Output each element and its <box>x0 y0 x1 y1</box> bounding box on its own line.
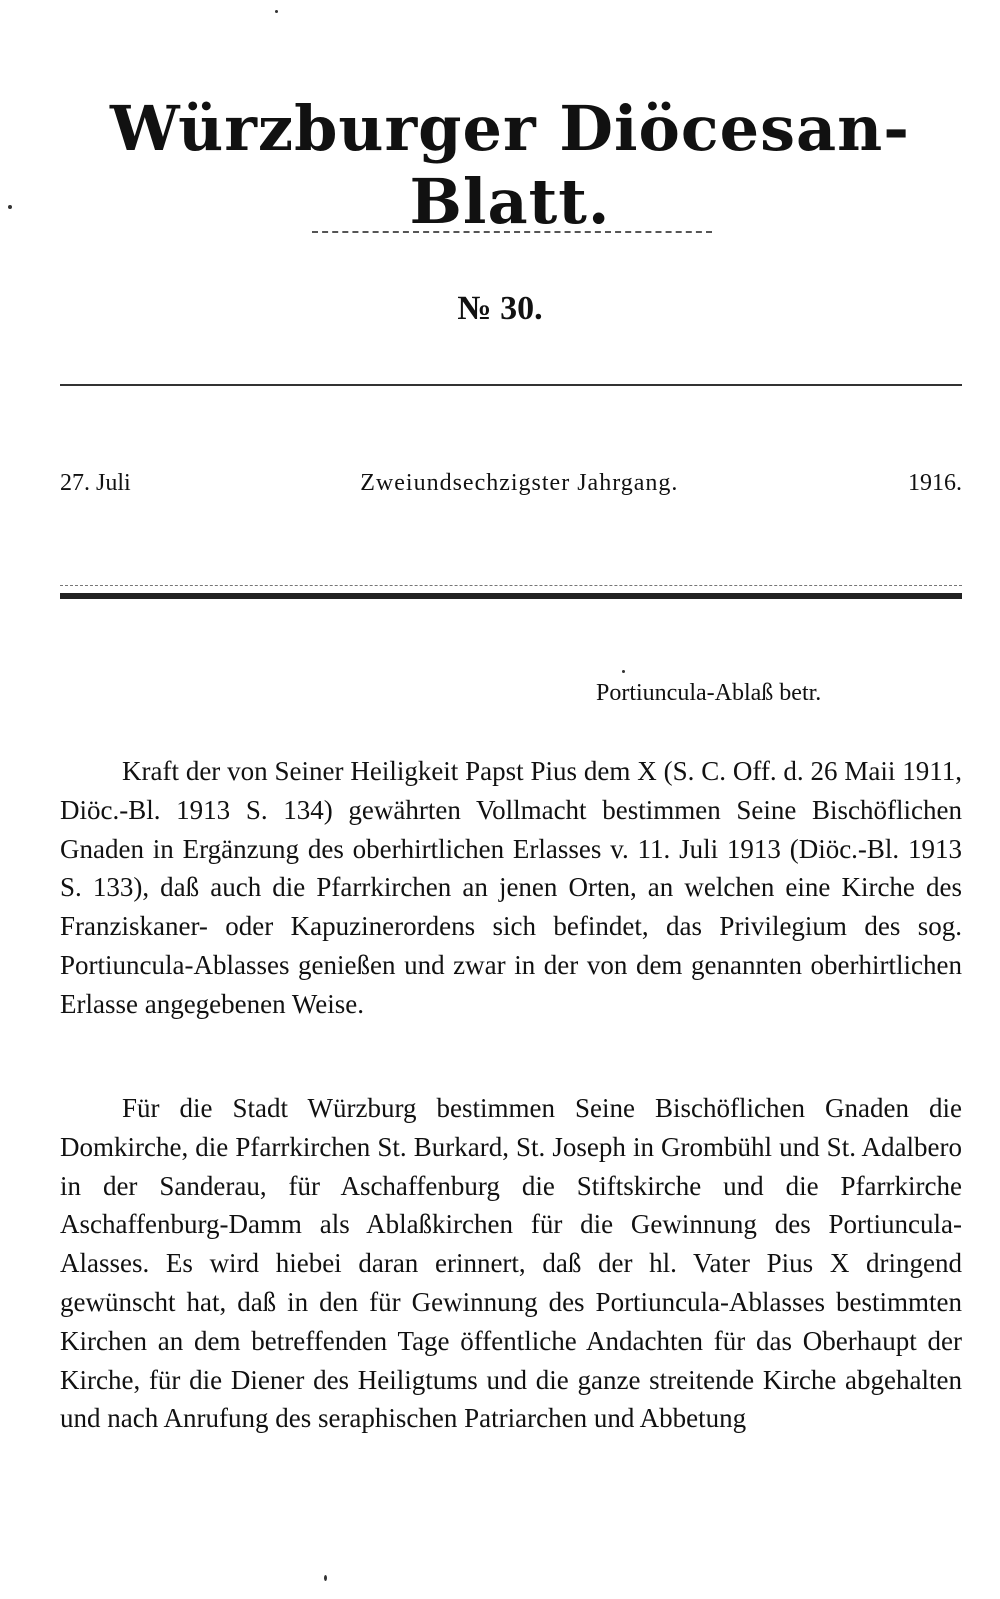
masthead-dashed-rule <box>312 231 712 233</box>
print-speck <box>622 670 625 673</box>
masthead-title: Würzburger Diöcesan-Blatt. <box>110 92 910 238</box>
issue-date: 27. Juli <box>60 470 131 496</box>
print-speck <box>275 10 278 13</box>
volume-label: Zweiundsechzigster Jahrgang. <box>360 470 679 496</box>
issue-number: № 30. <box>457 290 543 327</box>
dateline <box>60 470 962 497</box>
article-subject: Portiuncula-Ablaß betr. <box>596 680 822 706</box>
paragraph-text: Kraft der von Seiner Heiligkeit Papst Pius dem X (S. C. Off. d. 26 Maii 1911, Diöc.-Bl. 1913 S. 134) gewährten Vollmacht bestimmen Seine Bischöflichen Gnaden in Ergänzung des oberhirtlichen Erlasses v. 11. Juli 1913 (Diöc.-Bl. 1913 S. 133), daß auch die Pfarrkirchen an jenen Orten, an welchen eine Kirche des Franziskaner- oder Kapuzinerordens sich befindet, das Privilegium des sog. Portiuncula-Ablasses genießen und zwar in der von dem genannten oberhirtlichen Erlasse angegebenen Weise. <box>60 756 962 1019</box>
print-speck <box>324 1575 327 1581</box>
dateline-dashed-rule <box>60 585 962 586</box>
header-rule <box>60 384 962 386</box>
dateline-thick-rule <box>60 593 962 599</box>
article-paragraph-2 <box>60 1089 962 1438</box>
paragraph-text: Für die Stadt Würzburg bestimmen Seine Bischöflichen Gnaden die Domkirche, die Pfarrkirchen St. Burkard, St. Joseph in Grombühl und St. Adalbero in der Sanderau, für Aschaffenburg die Stiftskirche und die Pfarrkirche Aschaffenburg-Damm als Ablaßkirchen für die Gewinnung des Portiuncula-Alasses. Es wird hiebei daran erinnert, daß der hl. Vater Pius X dringend gewünscht hat, daß in den für Gewinnung des Portiuncula-Ablasses bestimmten Kirchen an dem betreffenden Tage öffentliche Andachten für das Oberhaupt der Kirche, für die Diener des Heiligtums und die ganze streitende Kirche abgehalten und nach Anrufung des seraphischen Patriarchen und Abbetung <box>60 1093 962 1434</box>
issue-year: 1916. <box>907 470 962 496</box>
article-paragraph-1 <box>60 752 962 1024</box>
print-speck <box>8 205 12 209</box>
